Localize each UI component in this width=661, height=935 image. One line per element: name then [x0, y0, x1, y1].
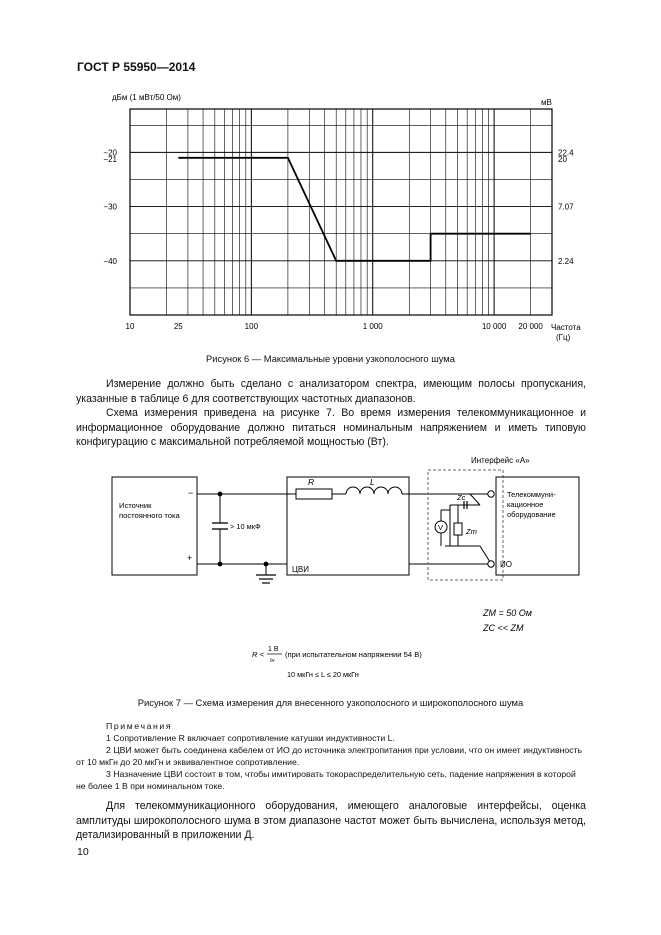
notes-title: Примечания — [106, 721, 173, 731]
paragraph-3: Для телекоммуникационного оборудования, имеющего аналоговые интерфейсы, оценка амплитуды широкополосного шума в этом диапазоне частот может быть вычислена, используя метод, детализированный в приложении Д. — [76, 800, 586, 842]
terminal-top — [488, 491, 494, 497]
zc-label: Zc — [457, 493, 466, 502]
zm-label: Zm — [466, 527, 477, 536]
y-tick-label-left: −21 — [103, 154, 117, 164]
y-tick-label-left: −40 — [103, 256, 117, 266]
x-tick-label: 20 000 — [518, 322, 543, 331]
notes-block — [76, 720, 586, 792]
r-formula-numerator: 1 В — [268, 646, 279, 653]
capacitor-label: > 10 мкФ — [230, 522, 261, 531]
terminal-bottom — [488, 561, 494, 567]
inductor-label: L — [370, 477, 375, 487]
minus-terminal: − — [188, 488, 194, 498]
io-label: ИО — [500, 560, 512, 569]
x-tick-label: 10 — [125, 322, 135, 331]
cvi-box — [287, 477, 409, 575]
y-axis-left-label: дБм (1 мВт/50 Ом) — [112, 93, 181, 102]
x-tick-label: 25 — [173, 322, 183, 331]
probe-wire — [470, 494, 480, 505]
dc-source-label-1: Источник — [119, 501, 152, 510]
r-formula-denominator: Iн — [270, 658, 275, 664]
r-formula-note: (при испытательном напряжении 54 В) — [285, 650, 422, 659]
note-2: 2 ЦВИ может быть соединена кабелем от ИО до источника электропитания при условии, что он имеет индуктивность от 10 мкГн до 20 мкГн и эквивалентное сопротивление. — [76, 745, 583, 767]
dc-source-box — [112, 477, 197, 575]
zc-formula: ZC << ZM — [483, 623, 524, 633]
interface-label: Интерфейс «А» — [471, 456, 530, 465]
y-tick-label-right: 20 — [558, 154, 567, 164]
inductor — [346, 487, 402, 494]
page-number: 10 — [77, 846, 89, 858]
y-tick-label-right: 7.07 — [558, 202, 574, 212]
figure-6-caption: Рисунок 6 — Максимальные уровни узкополосного шума — [206, 353, 455, 364]
x-tick-label: 1 000 — [362, 322, 383, 331]
y-tick-label-left: −30 — [103, 202, 117, 212]
x-axis-label: Частота — [551, 323, 581, 332]
y-tick-label-left: −20 — [103, 148, 117, 158]
dc-source-label-2: постоянного тока — [119, 511, 180, 520]
voltmeter-label: V — [438, 523, 444, 532]
r-formula-lhs: R < — [252, 650, 265, 659]
equipment-label-1: Телекоммуни- — [507, 490, 556, 499]
x-tick-label: 10 000 — [481, 322, 507, 331]
equipment-label-2: кационное — [507, 500, 544, 509]
y-tick-label-right: 22.4 — [558, 148, 574, 158]
figure-7-caption: Рисунок 7 — Схема измерения для внесенного узкополосного и широкополосного шума — [137, 697, 524, 708]
zm-resistor — [454, 523, 462, 535]
document-header: ГОСТ Р 55950—2014 — [77, 60, 196, 74]
y-tick-label-right: 2.24 — [558, 256, 574, 266]
probe-wire — [480, 546, 490, 562]
x-axis-unit: (Гц) — [556, 333, 571, 342]
measurement-circuit-diagram — [0, 450, 661, 640]
plus-terminal: + — [187, 553, 193, 563]
note-3: 3 Назначение ЦВИ состоит в том, чтобы имитировать токораспределительную сеть, падение напряжения в которой не более 1 В при номинальном токе. — [76, 769, 576, 791]
paragraph-1: Измерение должно быть сделано с анализатором спектра, имеющим полосы пропускания, указанные в таблице 6 для соответствующих частотных диапазонов. — [76, 378, 586, 405]
x-tick-label: 100 — [244, 322, 259, 331]
equipment-label-3: оборудование — [507, 510, 556, 519]
resistor-label: R — [308, 477, 315, 487]
noise-level-chart — [0, 85, 661, 345]
zm-formula: ZM = 50 Ом — [483, 608, 532, 618]
junction-dot — [218, 562, 223, 567]
y-axis-right-label: мВ — [541, 98, 552, 107]
inductance-range: 10 мкГн ≤ L ≤ 20 мкГн — [287, 670, 359, 679]
cvi-label: ЦВИ — [292, 565, 310, 574]
resistance-formula — [0, 642, 661, 684]
resistor — [296, 489, 332, 499]
paragraph-2: Схема измерения приведена на рисунке 7. Во время измерения телекоммуникационное и информационное оборудование должно питаться номинальным напряжением и иметь типовую конфигурацию с максимальной потребляемой мощностью (Вт). — [76, 407, 586, 449]
note-1: 1 Сопротивление R включает сопротивление катушки индуктивности L. — [106, 733, 395, 743]
series-line — [178, 158, 530, 261]
chart-grid — [130, 109, 552, 315]
